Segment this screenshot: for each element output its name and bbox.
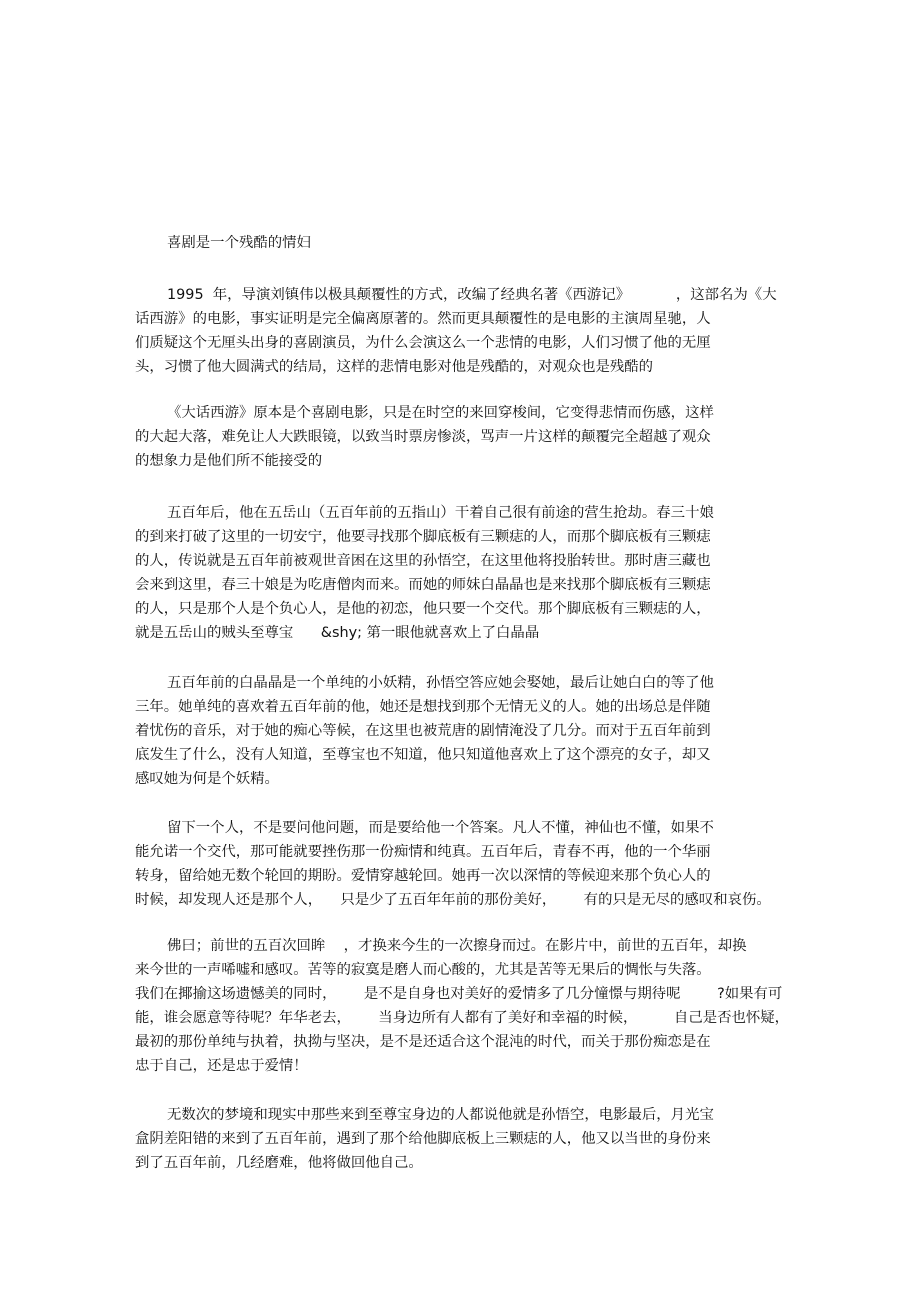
paragraph-line: 盒阴差阳错的来到了五百年前，遇到了那个给他脚底板上三颗痣的人，他又以当世的身份来: [135, 1131, 711, 1147]
paragraph-line: 话西游》的电影，事实证明是完全偏离原著的。然而更具颠覆性的是电影的主演周星驰，人: [135, 311, 711, 327]
paragraph-line: 们质疑这个无厘头出身的喜剧演员，为什么会演这么一个悲情的电影，人们习惯了他的无厘: [135, 335, 711, 351]
paragraph-line: 五百年后，他在五岳山（五百年前的五指山）干着自己很有前途的营生抢劫。春三十娘: [167, 505, 714, 521]
document-title: 喜剧是一个残酷的情妇: [167, 235, 311, 251]
paragraph-line: 的想象力是他们所不能接受的: [135, 453, 323, 469]
paragraph-line: 底发生了什么，没有人知道，至尊宝也不知道，他只知道他喜欢上了这个漂亮的女子，却又: [135, 747, 711, 763]
paragraph-line: 能允诺一个交代，那可能就要挫伤那一份痴情和纯真。五百年后，青春不再，他的一个华丽: [135, 844, 711, 860]
paragraph-line: 到了五百年前，几经磨难，他将做回他自己。: [135, 1155, 423, 1171]
paragraph-line: 我们在揶揄这场遗憾美的同时， 是不是自身也对美好的爱情多了几分憧憬与期待呢 ?如果有可: [135, 986, 783, 1002]
paragraph-line: 五百年前的白晶晶是一个单纯的小妖精，孙悟空答应她会娶她，最后让她白白的等了他: [167, 675, 714, 691]
paragraph-line: 最初的那份单纯与执着，执拗与坚决，是不是还适合这个混沌的时代，而关于那份痴恋是在: [135, 1034, 711, 1050]
paragraph-line: 的人，只是那个人是个负心人，是他的初恋，他只要一个交代。那个脚底板有三颗痣的人，: [135, 601, 711, 617]
paragraph-line: 头，习惯了他大圆满式的结局，这样的悲情电影对他是残酷的，对观众也是残酷的: [135, 359, 654, 375]
paragraph-line: 转身，留给她无数个轮回的期盼。爱情穿越轮回。她再一次以深情的等候迎来那个负心人的: [135, 868, 711, 884]
paragraph-line: 就是五岳山的贼头至尊宝 &shy; 第一眼他就喜欢上了白晶晶: [135, 625, 540, 641]
paragraph-line: 忠于自己，还是忠于爱情！: [135, 1058, 308, 1074]
paragraph-line: 着忧伤的音乐，对于她的痴心等候，在这里也被荒唐的剧情淹没了几分。而对于五百年前到: [135, 723, 711, 739]
paragraph-line: 《大话西游》原本是个喜剧电影，只是在时空的来回穿梭间，它变得悲情而伤感，这样: [167, 405, 714, 421]
paragraph-line: 留下一个人，不是要问他问题，而是要给他一个答案。凡人不懂，神仙也不懂，如果不: [167, 820, 714, 836]
paragraph-line: 三年。她单纯的喜欢着五百年前的他，她还是想找到那个无情无义的人。她的出场总是伴随: [135, 699, 711, 715]
paragraph-line: 会来到这里，春三十娘是为吃唐僧肉而来。而她的师妹白晶晶也是来找那个脚底板有三颗痣: [135, 577, 711, 593]
paragraph-line: 无数次的梦境和现实中那些来到至尊宝身边的人都说他就是孙悟空，电影最后，月光宝: [167, 1107, 714, 1123]
paragraph-line: 感叹她为何是个妖精。: [135, 771, 279, 787]
paragraph-line: 1995 年，导演刘镇伟以极具颠覆性的方式，改编了经典名著《西游记》 ，这部名为《大: [167, 287, 777, 303]
paragraph-line: 能，谁会愿意等待呢？年华老去， 当身边所有人都有了美好和幸福的时候， 自己是否也怀疑，: [135, 1010, 790, 1026]
paragraph-line: 时候，却发现人还是那个人， 只是少了五百年年前的那份美好， 有的只是无尽的感叹和哀伤。: [135, 892, 771, 908]
paragraph-line: 的人，传说就是五百年前被观世音困在这里的孙悟空，在这里他将投胎转世。那时唐三藏也: [135, 553, 711, 569]
paragraph-line: 的到来打破了这里的一切安宁，他要寻找那个脚底板有三颗痣的人，而那个脚底板有三颗痣: [135, 529, 711, 545]
paragraph-line: 佛曰；前世的五百次回眸 ，才换来今生的一次擦身而过。在影片中，前世的五百年，却换: [167, 938, 747, 954]
paragraph-line: 来今世的一声唏嘘和感叹。苦等的寂寞是磨人而心酸的，尤其是苦等无果后的惆怅与失落。: [135, 962, 711, 978]
paragraph-line: 的大起大落，难免让人大跌眼镜，以致当时票房惨淡，骂声一片这样的颠覆完全超越了观众: [135, 429, 711, 445]
